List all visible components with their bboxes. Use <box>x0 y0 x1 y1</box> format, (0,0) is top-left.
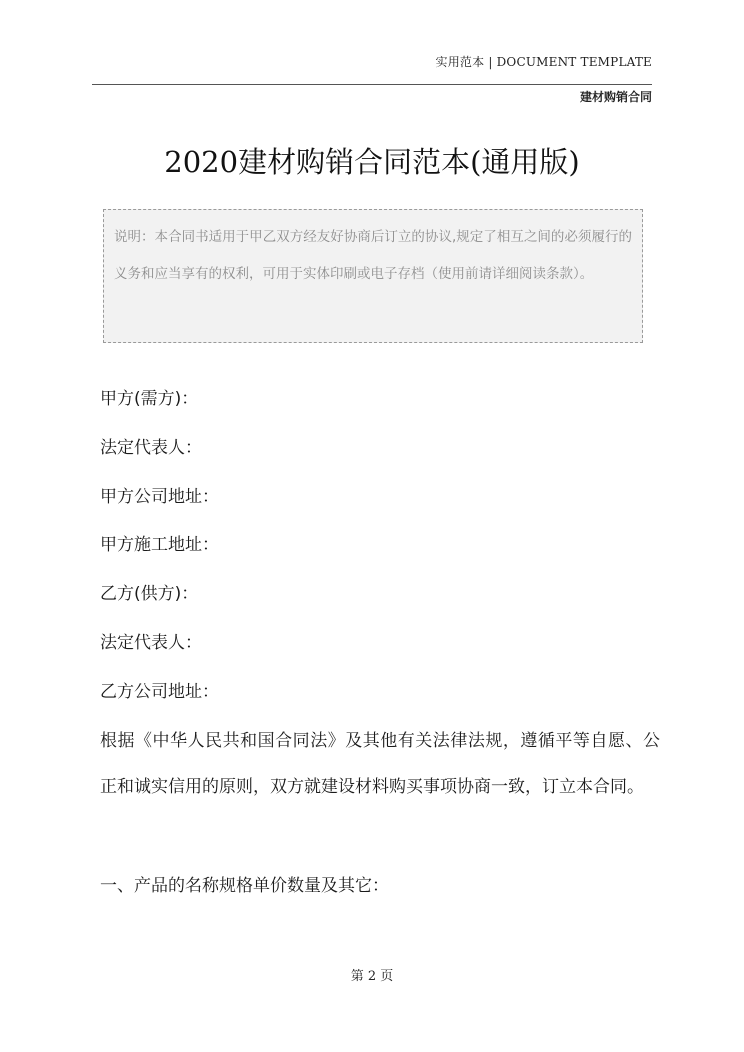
page-number: 第 2 页 <box>350 969 394 984</box>
header-document-template: 实用范本 | DOCUMENT TEMPLATE <box>435 55 652 69</box>
party-b-legal-rep-label: 法定代表人： <box>100 633 202 653</box>
party-b-company-address-label: 乙方公司地址： <box>100 682 219 702</box>
instructions-note-box: 说明：本合同书适用于甲乙双方经友好协商后订立的协议,规定了相互之间的必须履行的义务和应当享有的权利，可用于实体印刷或电子存档（使用前请详细阅读条款）。 <box>103 209 643 343</box>
party-a-label: 甲方(需方)： <box>100 389 199 409</box>
party-b-label: 乙方(供方)： <box>100 584 199 604</box>
header-divider <box>92 84 652 85</box>
party-a-construction-address-label: 甲方施工地址： <box>100 535 219 555</box>
party-a-legal-rep-label: 法定代表人： <box>100 438 202 458</box>
party-a-company-address-label: 甲方公司地址： <box>100 487 219 507</box>
header-contract-name: 建材购销合同 <box>579 90 652 104</box>
document-title: 2020建材购销合同范本(通用版) <box>164 145 580 179</box>
preamble-paragraph: 根据《中华人民共和国合同法》及其他有关法律法规，遵循平等自愿、公正和诚实信用的原则，双方就建设材料购买事项协商一致，订立本合同。 <box>100 731 660 797</box>
section-heading-1: 一、产品的名称规格单价数量及其它： <box>100 876 389 896</box>
